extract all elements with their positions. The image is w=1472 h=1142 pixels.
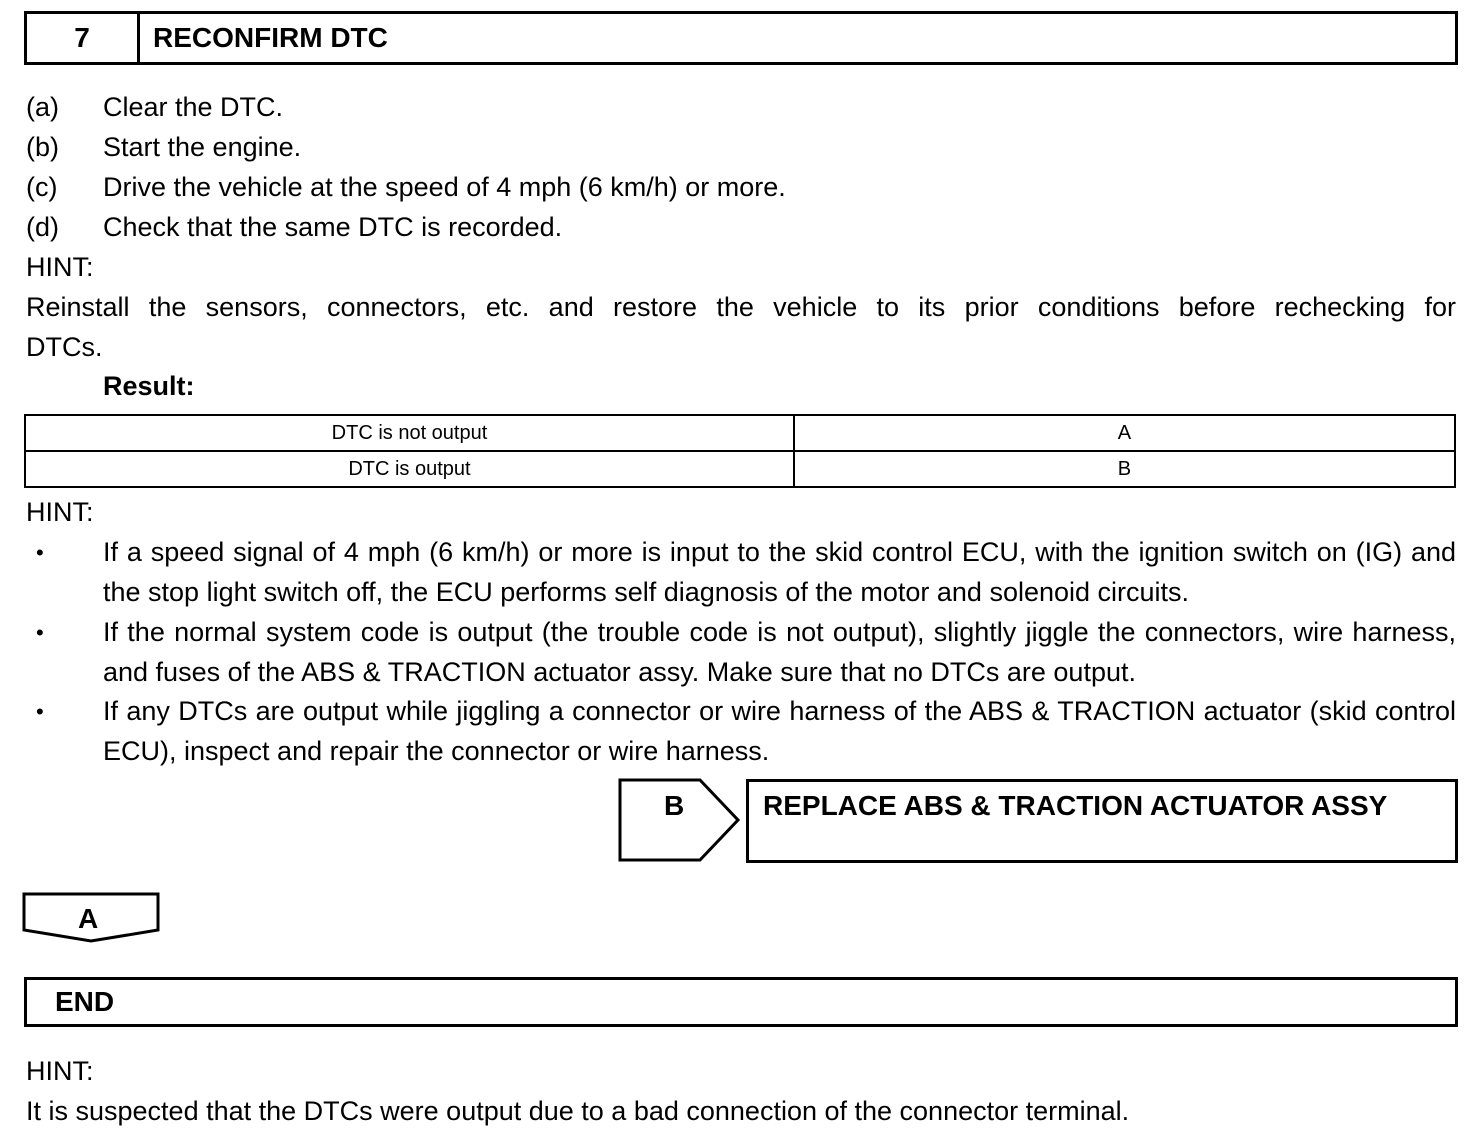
procedure-text: Start the engine.	[103, 132, 302, 162]
procedure-letter: (b)	[26, 132, 59, 162]
hint-label: HINT:	[26, 252, 94, 282]
hint-label: HINT:	[26, 1056, 94, 1086]
bullet-text: If a speed signal of 4 mph (6 km/h) or more is input to the skid control ECU, with the ignition switch on (IG) and the stop light switch off, the ECU performs self diagnosis of the motor and solenoid circuits.	[103, 537, 1456, 607]
result-code: A	[794, 415, 1455, 451]
branch-b-action: REPLACE ABS & TRACTION ACTUATOR ASSY	[763, 790, 1388, 821]
table-row	[25, 415, 1455, 451]
end-label: END	[55, 986, 115, 1017]
result-table	[24, 414, 1456, 488]
bullet-icon: •	[36, 620, 44, 645]
step-number: 7	[27, 14, 140, 62]
hint-text-line: DTCs.	[26, 332, 103, 362]
step-title: RECONFIRM DTC	[153, 22, 388, 53]
bullet-text: If any DTCs are output while jiggling a connector or wire harness of the ABS & TRACTION actuator (skid control ECU), inspect and repair the connector or wire harness.	[103, 696, 1456, 766]
hint-text-line: Reinstall the sensors, connectors, etc. and restore the vehicle to its prior conditions before rechecking for	[26, 292, 1456, 322]
procedure-text: Drive the vehicle at the speed of 4 mph (6 km/h) or more.	[103, 172, 786, 202]
hint-label: HINT:	[26, 497, 94, 527]
bullet-icon: •	[36, 540, 44, 565]
hint-text: It is suspected that the DTCs were output due to a bad connection of the connector terminal.	[26, 1096, 1130, 1126]
procedure-letter: (c)	[26, 172, 58, 202]
bullet-text: If the normal system code is output (the trouble code is not output), slightly jiggle the connectors, wire harness, and fuses of the ABS & TRACTION actuator assy. Make sure that no DTCs are output.	[103, 617, 1456, 687]
branch-a-code: A	[78, 903, 99, 934]
result-code: B	[794, 451, 1455, 487]
branch-b-action-box	[746, 779, 1458, 863]
bullet-icon: •	[36, 699, 44, 724]
procedure-letter: (d)	[26, 212, 59, 242]
end-box	[24, 977, 1458, 1027]
branch-b-code: B	[664, 790, 685, 821]
table-row	[25, 451, 1455, 487]
result-condition: DTC is output	[25, 451, 794, 487]
result-condition: DTC is not output	[25, 415, 794, 451]
procedure-letter: (a)	[26, 92, 59, 122]
procedure-text: Check that the same DTC is recorded.	[103, 212, 563, 242]
procedure-text: Clear the DTC.	[103, 92, 284, 122]
step-header	[24, 11, 1458, 65]
result-label: Result:	[103, 371, 195, 401]
